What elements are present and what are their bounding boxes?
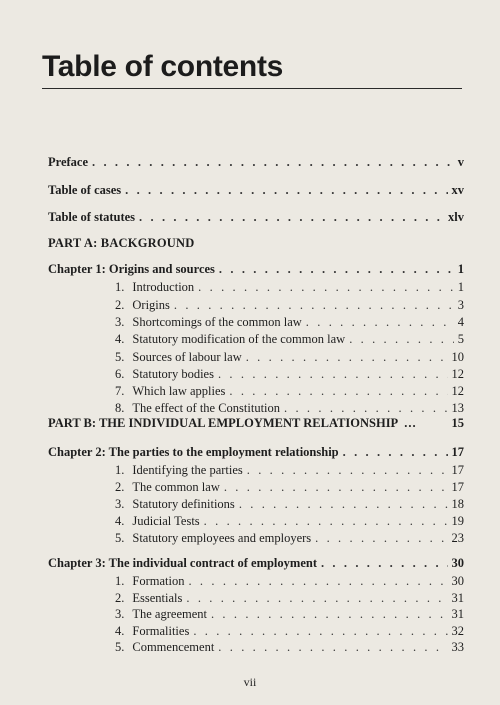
- toc-section: 3. Shortcomings of the common law . . . 4: [115, 315, 464, 330]
- toc-section: 2. Origins . . . 3: [115, 298, 464, 313]
- toc-section: 2. Essentials . . . 31: [115, 591, 464, 606]
- toc-section: 5. Sources of labour law . . . 10: [115, 350, 464, 365]
- toc-entry-table-of-statutes: Table of statutes . . . xlv: [48, 210, 464, 225]
- chapter-2-heading: Chapter 2: The parties to the employment relationship . . . 17: [48, 445, 464, 460]
- toc-entry-table-of-cases: Table of cases . . . xv: [48, 183, 464, 198]
- title-rule: [42, 88, 462, 89]
- toc-section: 8. The effect of the Constitution . . . 13: [115, 401, 464, 416]
- toc-section: 1. Identifying the parties . . . 17: [115, 463, 464, 478]
- part-a-heading: PART A: BACKGROUND: [48, 236, 195, 250]
- toc-entry-preface: Preface . . . v: [48, 155, 464, 170]
- toc-section: 7. Which law applies . . . 12: [115, 384, 464, 399]
- toc-section: 4. Judicial Tests . . . 19: [115, 514, 464, 529]
- toc-section: 5. Statutory employees and employers . . . 23: [115, 531, 464, 546]
- page-title: Table of contents: [42, 50, 284, 83]
- toc-section: 1. Introduction . . . 1: [115, 280, 464, 295]
- toc-section: 5. Commencement . . . 33: [115, 640, 464, 655]
- toc-section: 3. Statutory definitions . . . 18: [115, 497, 464, 512]
- toc-section: 1. Formation . . . 30: [115, 574, 464, 589]
- page-number: vii: [243, 675, 257, 689]
- toc-section: 2. The common law . . . 17: [115, 480, 464, 495]
- toc-section: 4. Statutory modification of the common law . . . 5: [115, 332, 464, 347]
- part-b-heading: PART B: THE INDIVIDUAL EMPLOYMENT RELATIONSHIP ... 15: [48, 416, 464, 430]
- toc-section: 6. Statutory bodies . . . 12: [115, 367, 464, 382]
- toc-section: 3. The agreement . . . 31: [115, 607, 464, 622]
- chapter-1-heading: Chapter 1: Origins and sources . . . 1: [48, 262, 464, 277]
- chapter-3-heading: Chapter 3: The individual contract of employment . . . 30: [48, 556, 464, 571]
- toc-section: 4. Formalities . . . 32: [115, 624, 464, 639]
